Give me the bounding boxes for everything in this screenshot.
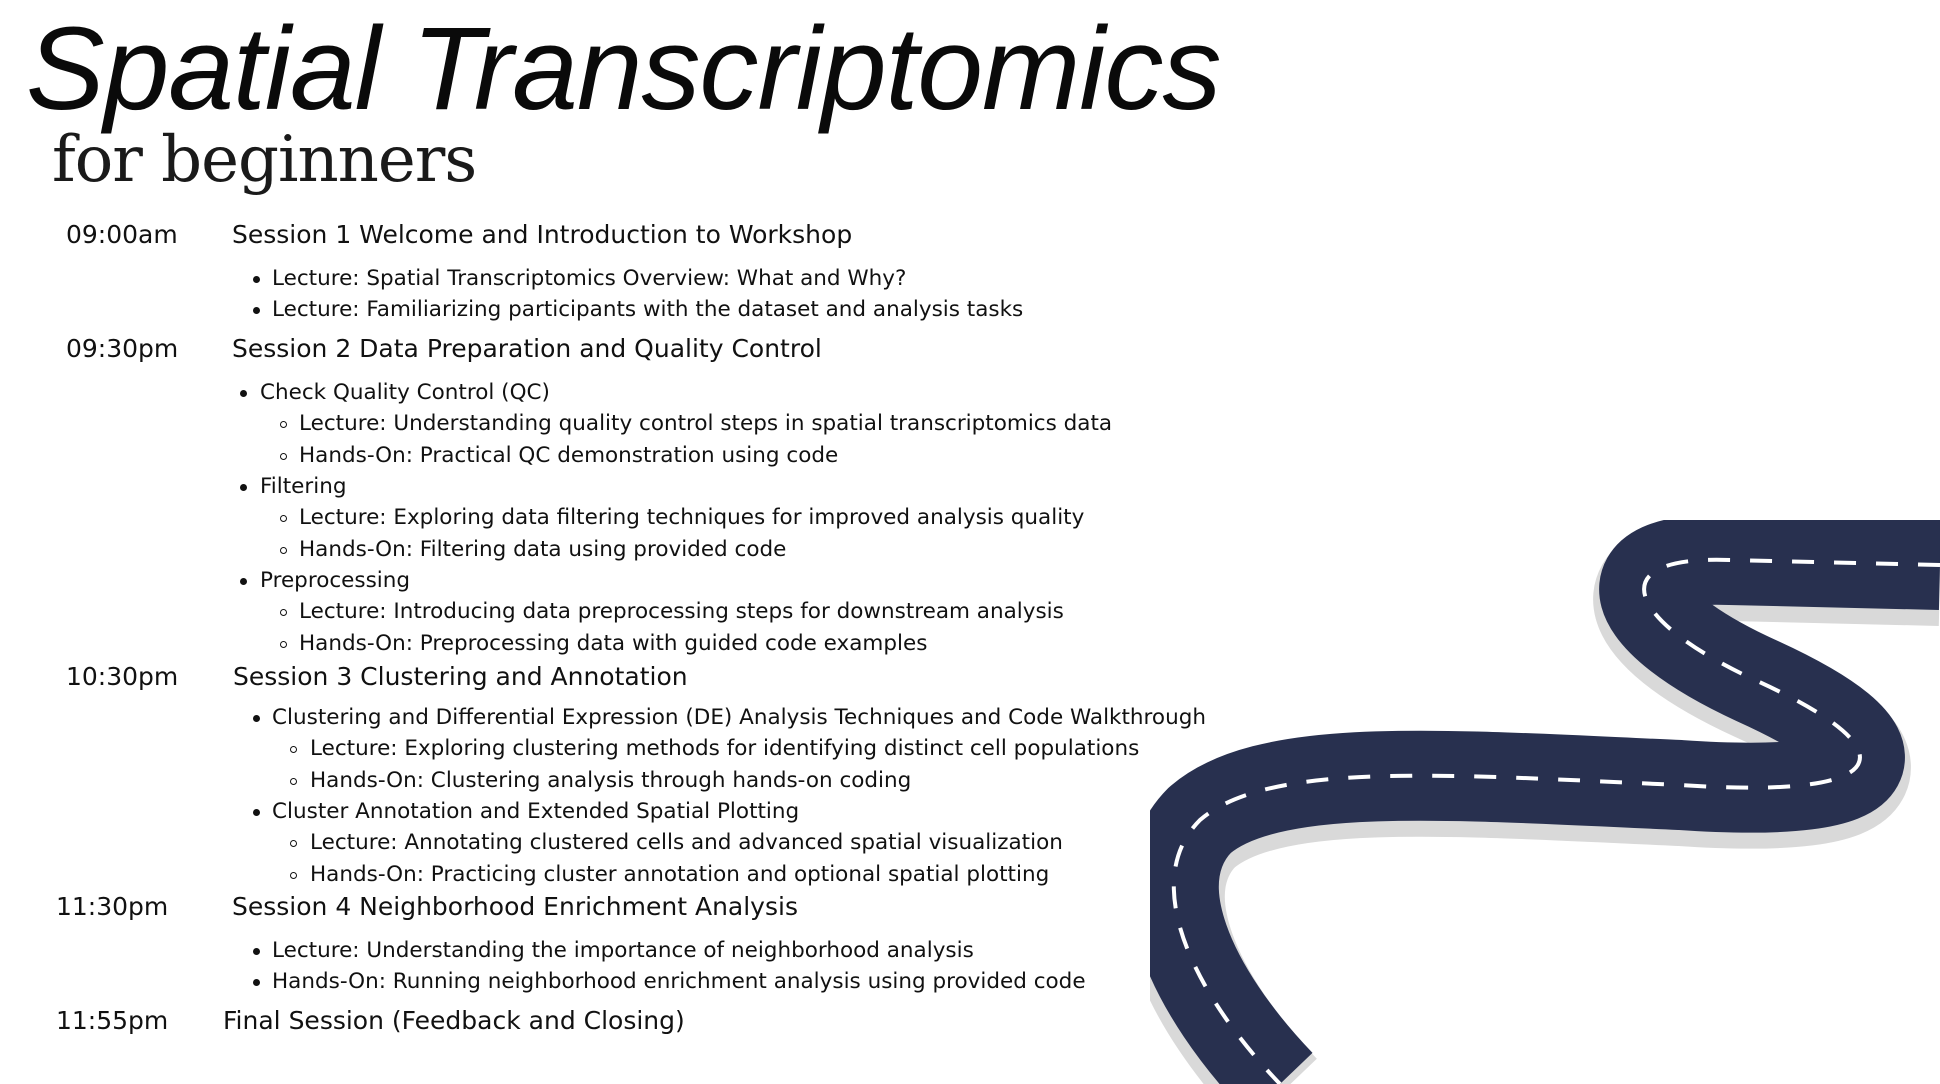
session-2-group-3-item-1: Lecture: Introducing data preprocessing steps for downstream analysis	[299, 599, 1064, 624]
session-2-group-3-item-2: Hands-On: Preprocessing data with guided code examples	[299, 631, 928, 656]
winding-road-illustration	[1150, 520, 1940, 1084]
session-3-group-1-item-1: Lecture: Exploring clustering methods for identifying distinct cell populations	[310, 736, 1140, 761]
session-2-group-2-item-1: Lecture: Exploring data filtering techniques for improved analysis quality	[299, 505, 1085, 530]
session-2-time: 09:30pm	[66, 334, 179, 363]
session-4-item-1: Lecture: Understanding the importance of neighborhood analysis	[272, 938, 974, 963]
bullet-icon	[253, 715, 260, 722]
sub-bullet-icon	[290, 778, 297, 785]
sub-bullet-icon	[290, 872, 297, 879]
sub-bullet-icon	[280, 421, 287, 428]
page-subtitle: for beginners	[52, 123, 477, 197]
session-2-group-3-label: Preprocessing	[260, 568, 411, 593]
session-4-time: 11:30pm	[56, 892, 169, 921]
sub-bullet-icon	[290, 840, 297, 847]
session-2-group-2-label: Filtering	[260, 474, 347, 499]
bullet-icon	[253, 979, 260, 986]
bullet-icon	[253, 809, 260, 816]
session-3-title: Session 3 Clustering and Annotation	[233, 662, 688, 691]
session-1-item-2: Lecture: Familiarizing participants with the dataset and analysis tasks	[272, 297, 1024, 322]
bullet-icon	[253, 276, 260, 283]
session-3-group-1-label: Clustering and Differential Expression (DE) Analysis Techniques and Code Walkthrough	[272, 705, 1206, 730]
session-3-time: 10:30pm	[66, 662, 179, 691]
session-2-title: Session 2 Data Preparation and Quality Control	[232, 334, 822, 363]
session-1-title: Session 1 Welcome and Introduction to Workshop	[232, 220, 853, 249]
sub-bullet-icon	[280, 609, 287, 616]
bullet-icon	[253, 307, 260, 314]
session-3-group-1-item-2: Hands-On: Clustering analysis through hands-on coding	[310, 768, 912, 793]
sub-bullet-icon	[280, 515, 287, 522]
session-4-title: Session 4 Neighborhood Enrichment Analysis	[232, 892, 798, 921]
session-2-group-1-item-1: Lecture: Understanding quality control steps in spatial transcriptomics data	[299, 411, 1113, 436]
road-surface	[1174, 560, 1940, 1084]
session-2-group-1-label: Check Quality Control (QC)	[260, 380, 550, 405]
final-session-time: 11:55pm	[56, 1006, 169, 1035]
sub-bullet-icon	[290, 746, 297, 753]
bullet-icon	[253, 948, 260, 955]
session-3-group-2-label: Cluster Annotation and Extended Spatial Plotting	[272, 799, 800, 824]
bullet-icon	[240, 390, 247, 397]
final-session-title: Final Session (Feedback and Closing)	[223, 1006, 685, 1035]
sub-bullet-icon	[280, 641, 287, 648]
bullet-icon	[240, 578, 247, 585]
session-3-group-2-item-2: Hands-On: Practicing cluster annotation and optional spatial plotting	[310, 862, 1050, 887]
session-2-group-2-item-2: Hands-On: Filtering data using provided code	[299, 537, 787, 562]
sub-bullet-icon	[280, 547, 287, 554]
sub-bullet-icon	[280, 453, 287, 460]
session-2-group-1-item-2: Hands-On: Practical QC demonstration using code	[299, 443, 839, 468]
bullet-icon	[240, 484, 247, 491]
page-title: Spatial Transcriptomics	[26, 3, 1221, 135]
session-1-item-1: Lecture: Spatial Transcriptomics Overview: What and Why?	[272, 266, 907, 291]
session-1-time: 09:00am	[66, 220, 178, 249]
session-4-item-2: Hands-On: Running neighborhood enrichment analysis using provided code	[272, 969, 1086, 994]
session-3-group-2-item-1: Lecture: Annotating clustered cells and advanced spatial visualization	[310, 830, 1063, 855]
